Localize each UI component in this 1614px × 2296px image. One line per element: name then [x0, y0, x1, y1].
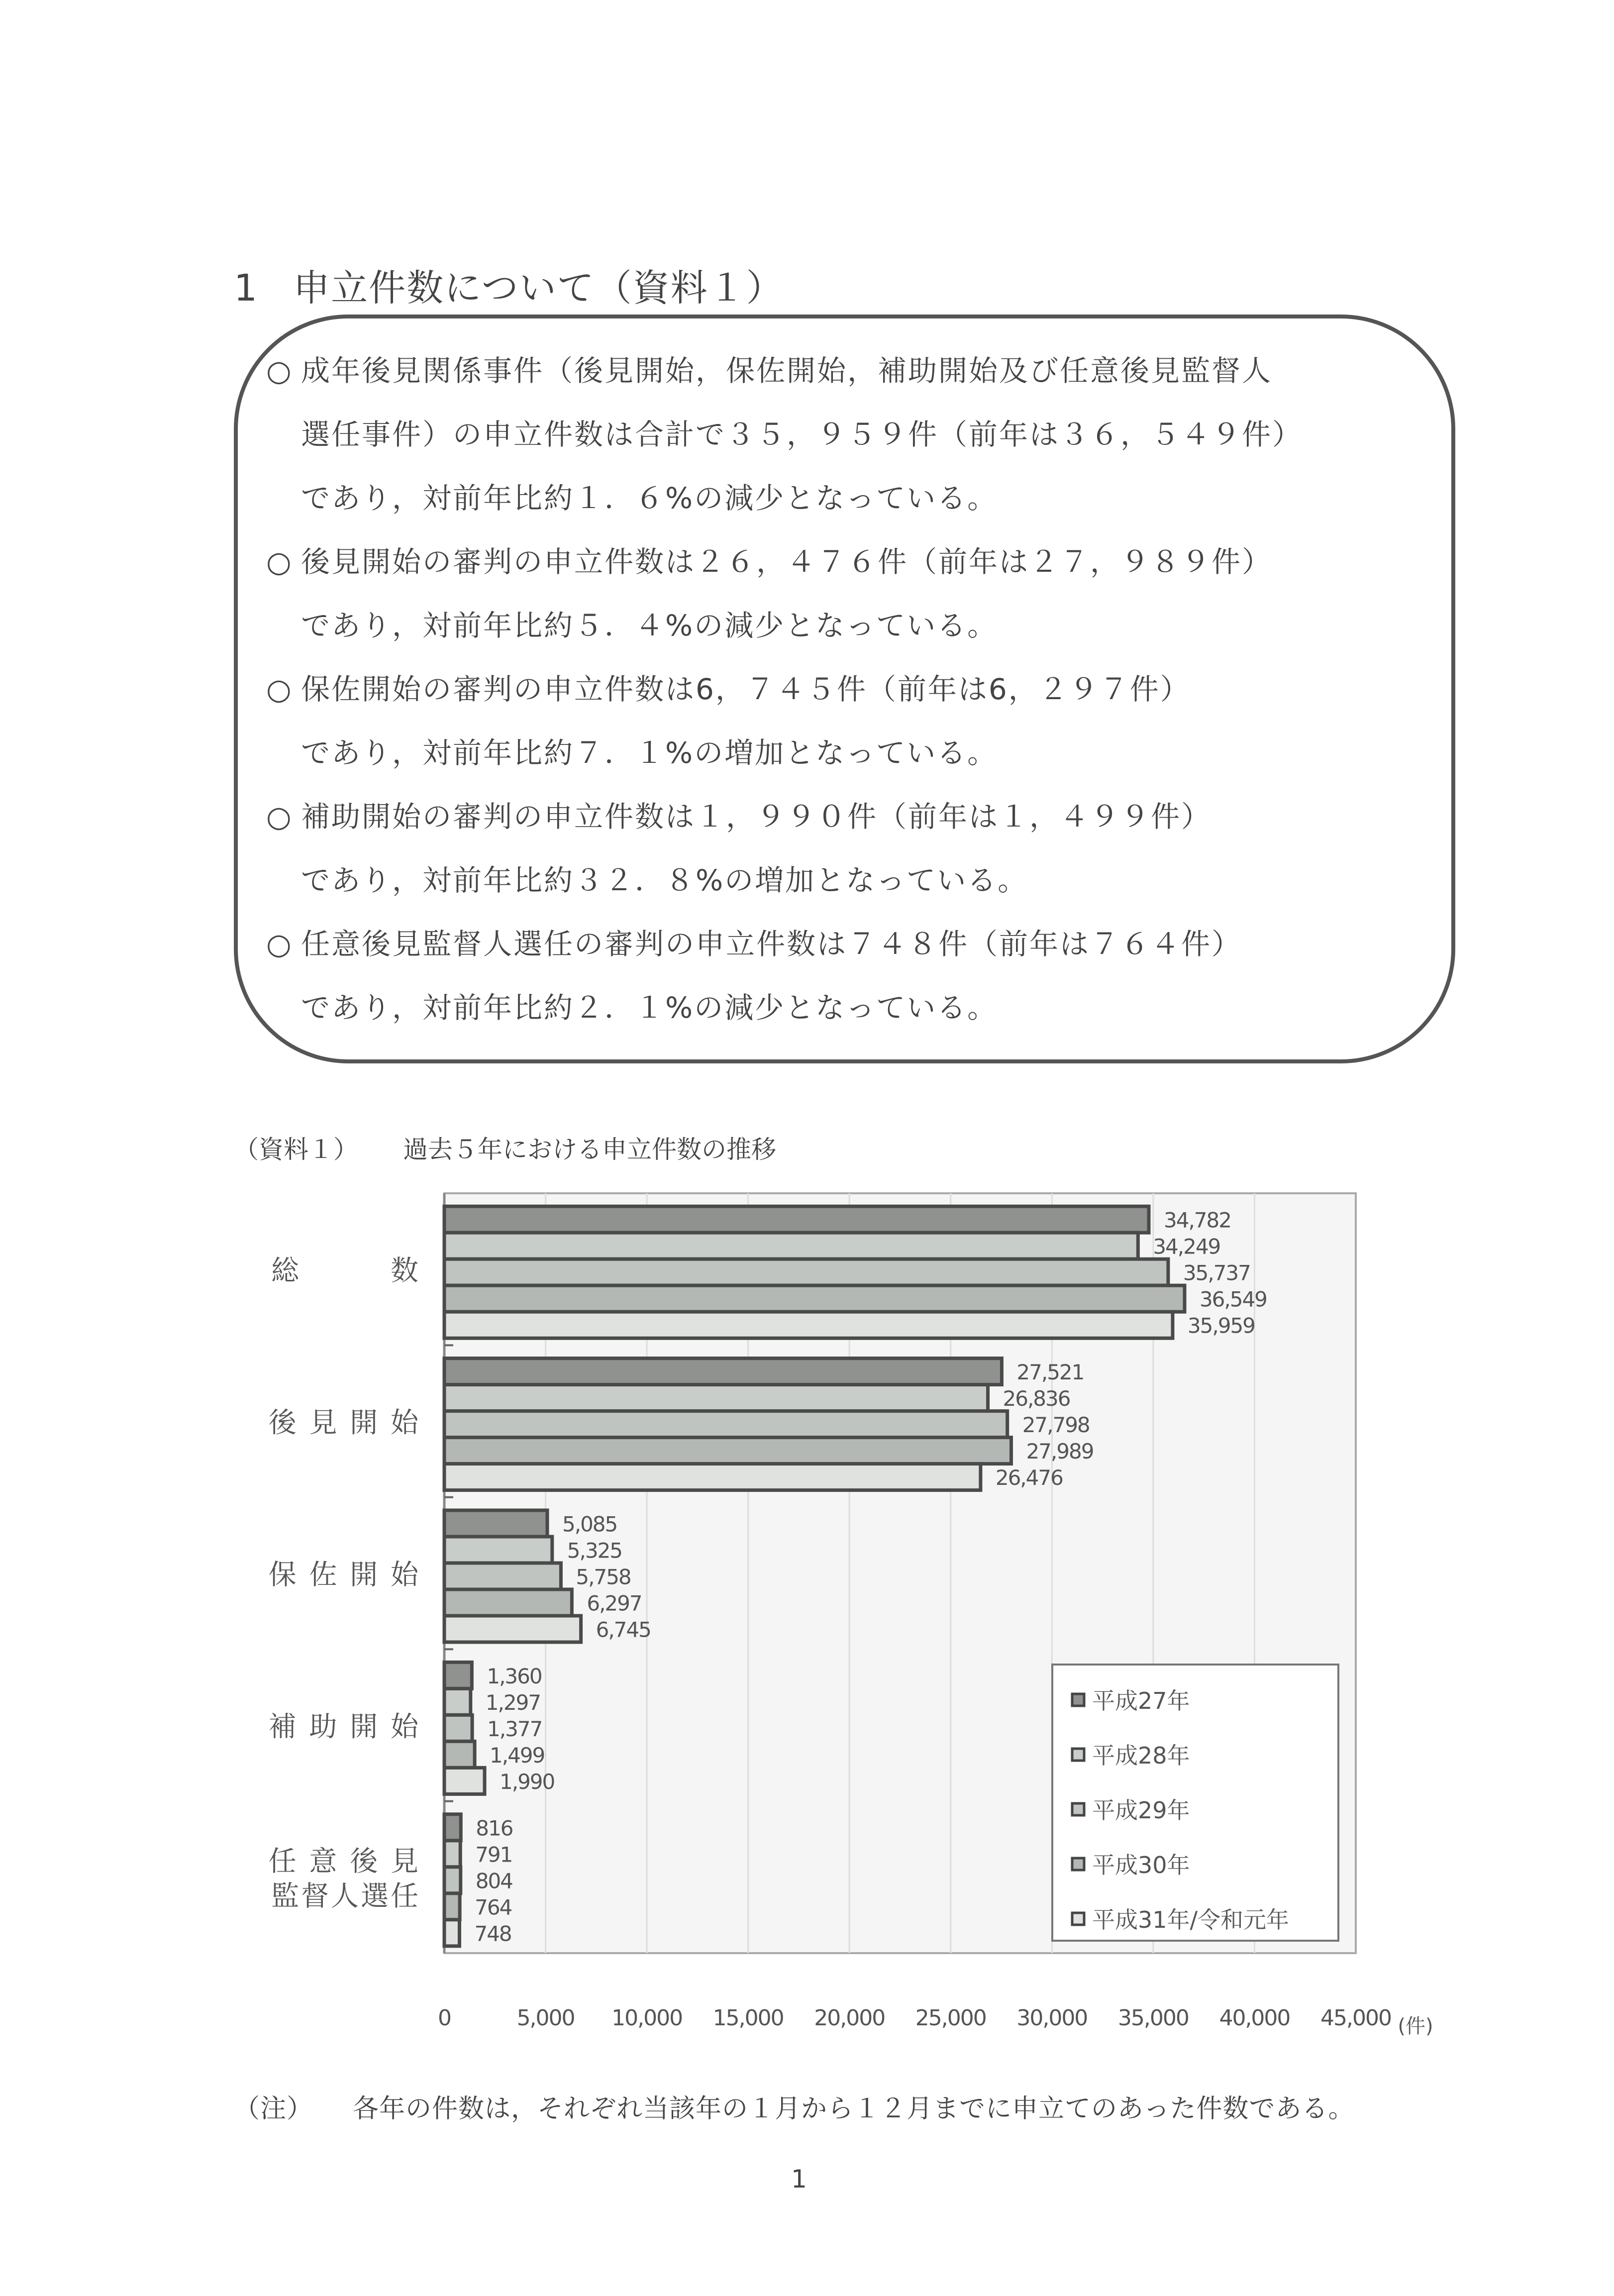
bar: [444, 1616, 581, 1642]
category-label: 任 意 後 見: [268, 1845, 420, 1878]
legend-label: 平成30年: [1092, 1852, 1190, 1879]
bullet-circle-icon: ○: [266, 672, 293, 706]
note-text: 各年の件数は，それぞれ当該年の１月から１２月までに申立てのあった件数である。: [353, 2094, 1355, 2124]
bar: [444, 1841, 460, 1867]
bar-value-label: 6,297: [587, 1591, 642, 1616]
bar: [444, 1464, 981, 1490]
summary-line-text: 任意後見監督人選任の審判の申立件数は７４８件（前年は７６４件）: [301, 927, 1242, 961]
category-label: 後 見 開 始: [268, 1407, 420, 1440]
bar-value-label: 26,836: [1003, 1386, 1070, 1411]
bar-value-label: 6,745: [596, 1617, 651, 1642]
legend-swatch: [1072, 1694, 1084, 1706]
chart-caption-text: 過去５年における申立件数の推移: [403, 1135, 776, 1164]
chart-note: [234, 2087, 1355, 2125]
bar: [444, 1920, 459, 1946]
summary-line-text: であり，対前年比約１．６%の減少となっている。: [301, 481, 998, 515]
x-tick-label: 0: [438, 2005, 451, 2031]
bar-value-label: 27,798: [1022, 1413, 1090, 1438]
bar-value-label: 36,549: [1199, 1287, 1267, 1312]
bar-value-label: 1,297: [485, 1690, 541, 1715]
summary-line-text: 成年後見関係事件（後見開始，保佐開始，補助開始及び任意後見監督人: [301, 354, 1273, 388]
bar: [444, 1537, 552, 1563]
bar: [444, 1233, 1138, 1259]
bar-value-label: 27,521: [1016, 1360, 1084, 1385]
category-label: 補 助 開 始: [268, 1710, 420, 1743]
bar-value-label: 27,989: [1026, 1439, 1094, 1464]
bar-value-label: 1,360: [487, 1664, 542, 1688]
summary-line-text: 後見開始の審判の申立件数は２６，４７６件（前年は２７，９８９件）: [301, 545, 1273, 579]
bar: [444, 1662, 472, 1688]
x-tick-label: 10,000: [611, 2005, 683, 2031]
bar-value-label: 5,085: [562, 1512, 617, 1537]
bar-value-label: 791: [475, 1842, 512, 1867]
summary-line-text: であり，対前年比約７．１%の増加となっている。: [301, 736, 998, 770]
bar-value-label: 5,758: [576, 1565, 631, 1589]
bar: [444, 1893, 460, 1920]
bar-value-label: 35,737: [1183, 1260, 1250, 1285]
bar: [444, 1206, 1149, 1233]
category-label: 総 数: [271, 1254, 420, 1287]
bar-value-label: 764: [475, 1895, 512, 1920]
x-tick-label: 5,000: [516, 2005, 575, 2031]
bar-value-label: 26,476: [995, 1465, 1063, 1490]
x-tick-label: 40,000: [1219, 2005, 1290, 2031]
legend-label: 平成29年: [1092, 1797, 1190, 1824]
x-tick-label: 45,000: [1320, 2005, 1391, 2031]
bar-value-label: 35,959: [1187, 1313, 1255, 1338]
summary-line-text: であり，対前年比約３２．８%の増加となっている。: [301, 863, 1028, 897]
section-number: 1: [234, 267, 259, 310]
bar-value-label: 804: [475, 1869, 512, 1893]
bullet-circle-icon: ○: [266, 927, 293, 961]
legend-swatch: [1072, 1858, 1084, 1870]
bar: [444, 1768, 485, 1794]
bar: [444, 1385, 988, 1411]
bullet-circle-icon: ○: [266, 545, 293, 579]
bar: [444, 1814, 461, 1841]
legend-label: 平成28年: [1092, 1742, 1190, 1769]
bar: [444, 1411, 1008, 1438]
bullet-circle-icon: ○: [266, 800, 293, 834]
legend-swatch: [1072, 1913, 1084, 1925]
x-tick-label: 30,000: [1016, 2005, 1088, 2031]
bar: [444, 1358, 1002, 1385]
bar: [444, 1589, 572, 1616]
bar: [444, 1312, 1173, 1338]
x-tick-label: 20,000: [814, 2005, 885, 2031]
chart-caption-tag: （資料１）: [234, 1135, 358, 1164]
bar-value-label: 1,499: [490, 1743, 545, 1768]
note-tag: （注）: [234, 2094, 313, 2124]
bar: [444, 1867, 461, 1893]
bar-value-label: 816: [476, 1816, 513, 1841]
x-axis-unit-label: (件): [1398, 2015, 1433, 2038]
bar-value-label: 1,990: [500, 1769, 555, 1794]
bar: [444, 1741, 475, 1768]
section-title-text: 申立件数について（資料１）: [293, 267, 784, 310]
summary-line-text: 選任事件）の申立件数は合計で３５，９５９件（前年は３６，５４９件）: [301, 417, 1303, 451]
bar: [444, 1285, 1185, 1312]
bar: [444, 1438, 1011, 1464]
bullet-circle-icon: ○: [266, 354, 293, 388]
x-tick-label: 15,000: [712, 2005, 784, 2031]
legend-label: 平成27年: [1092, 1687, 1190, 1714]
page-number: 1: [791, 2165, 807, 2193]
bar: [444, 1688, 471, 1715]
legend-swatch: [1072, 1803, 1084, 1815]
summary-line-text: 保佐開始の審判の申立件数は6，７４５件（前年は6，２９７件）: [301, 672, 1191, 706]
bar: [444, 1510, 547, 1537]
bar-value-label: 34,249: [1153, 1234, 1220, 1259]
bar: [444, 1259, 1168, 1285]
bar-value-label: 5,325: [567, 1538, 622, 1563]
bar: [444, 1715, 472, 1741]
category-label: 保 佐 開 始: [268, 1559, 420, 1591]
x-tick-label: 35,000: [1117, 2005, 1189, 2031]
summary-line-text: であり，対前年比約５．４%の減少となっている。: [301, 609, 998, 642]
bar: [444, 1563, 561, 1589]
summary-line-text: であり，対前年比約２．１%の減少となっている。: [301, 991, 998, 1025]
bar-value-label: 34,782: [1164, 1208, 1231, 1233]
bar-value-label: 748: [474, 1921, 511, 1946]
bar-value-label: 1,377: [487, 1716, 542, 1741]
summary-line-text: 補助開始の審判の申立件数は１，９９０件（前年は１，４９９件）: [301, 800, 1212, 834]
x-tick-label: 25,000: [915, 2005, 986, 2031]
category-label: 監督人選任: [271, 1880, 420, 1913]
legend-swatch: [1072, 1749, 1084, 1761]
legend-label: 平成31年/令和元年: [1092, 1906, 1290, 1933]
